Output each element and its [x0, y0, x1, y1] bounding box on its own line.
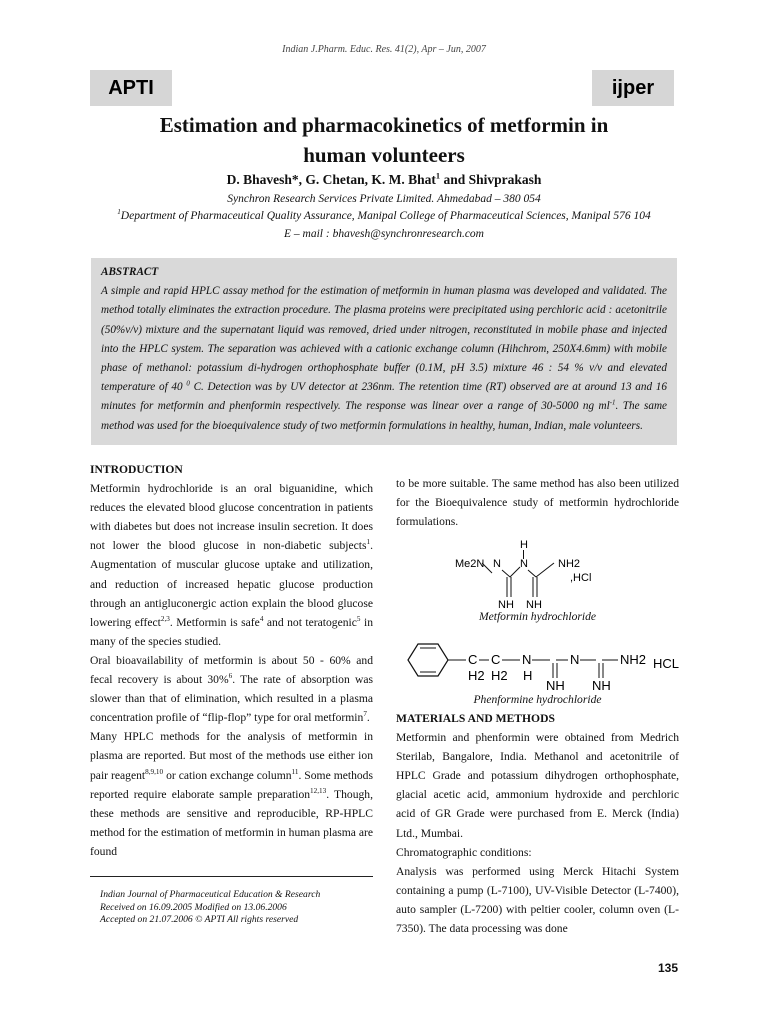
author-affiliation-mark: 1 — [435, 171, 441, 181]
introduction-column — [90, 460, 373, 861]
metformin-nh2-label: NH2 — [558, 558, 581, 570]
phenformin-nh-b-label: NH — [592, 678, 611, 692]
intro-p2-b: . The rate of absorption was slower than that of elimination, which resulted in a plasma concentration profile of “flip-flop” type for oral metformin — [90, 673, 374, 725]
title-line-1: Estimation and pharmacokinetics of metformin in — [159, 113, 609, 137]
ijper-badge: ijper — [592, 70, 674, 106]
phenformin-h-label: H — [523, 668, 533, 683]
footnote-journal: Indian Journal of Pharmaceutical Education & Research — [100, 889, 321, 900]
phenformin-nh2-label: NH2 — [620, 652, 647, 667]
metformin-nh-right-label: NH — [526, 599, 542, 611]
phenformin-h2b-label: H2 — [491, 668, 508, 683]
citation: 7 — [363, 710, 367, 719]
citation: 11 — [291, 767, 299, 776]
intro-p1-e: in many of the species studied. — [90, 615, 373, 648]
introduction-continued — [396, 474, 679, 531]
metformin-n1-label: N — [493, 558, 501, 570]
footnote-received: Received on 16.09.2005 Modified on 13.06.2006 — [100, 901, 287, 913]
phenformin-nh-a-label: NH — [546, 678, 565, 692]
affiliation-2-mark: 1 — [117, 208, 121, 217]
affiliation-1: Synchron Research Services Private Limited. Ahmedabad – 380 054 — [227, 193, 541, 205]
phenformin-h2a-label: H2 — [468, 668, 485, 683]
intro-p3-a: Many HPLC methods for the analysis of metformin in plasma are reported. But most of the methods use either ion pair reagent — [90, 730, 373, 782]
author-list — [90, 172, 678, 188]
phenformin-n2-label: N — [570, 652, 580, 667]
affiliation-2-text: Department of Pharmaceutical Quality Assurance, Manipal College of Pharmaceutical Sciences, Manipal 576 104 — [120, 210, 651, 222]
abstract-box — [91, 258, 677, 445]
phenformin-c2-label: C — [491, 652, 501, 667]
metformin-n2-label: N — [520, 558, 528, 570]
footnote-accepted: Accepted on 21.07.2006 © APTI All rights reserved — [100, 914, 299, 926]
citation: 6 — [228, 672, 233, 681]
abstract-text-c: . The same method was used for the bioequivalence study of two metformin formulations in healthy, human, Indian, male volunteers. — [101, 400, 667, 432]
intro-p2-c: . — [366, 711, 370, 725]
metformin-structure — [450, 535, 630, 615]
phenformin-c1-label: C — [468, 652, 478, 667]
materials-paragraph-1: Metformin and phenformin were obtained from Medrich Sterilab, Bangalore, India. Methanol and acetonitrile of HPLC Grade and potassium dihydrogen orthophosphate, glacial acetic acid, ammonium hydroxide and perchloric acid of GR Grade were purchased from E. Merck (India) Ltd., Mumbai. — [396, 731, 679, 840]
introduction-heading: INTRODUCTION — [90, 463, 183, 476]
intro-paragraph-3 — [90, 727, 373, 861]
authors-tail: and Shivprakash — [440, 172, 542, 187]
authors-main: D. Bhavesh*, G. Chetan, K. M. Bhat — [226, 172, 436, 187]
paper-title — [90, 110, 678, 170]
title-line-2: human volunteers — [303, 143, 465, 167]
citation: 1 — [366, 538, 371, 547]
intro-p3-b: or cation exchange column — [163, 768, 292, 782]
phenformin-structure — [396, 630, 696, 692]
intro-p1-d: and not teratogenic — [263, 615, 357, 629]
metformin-caption: Metformin hydrochloride — [478, 610, 597, 623]
abstract-heading: ABSTRACT — [101, 266, 159, 278]
intro-p3-c: . Some methods reported require elaborate sample preparation — [90, 768, 373, 801]
metformin-me2n-label: Me2N — [455, 558, 485, 570]
abstract-degree-mark: 0 — [186, 379, 190, 388]
citation: 4 — [259, 614, 264, 623]
page-number: 135 — [657, 961, 678, 975]
abstract-unit-exponent: -1 — [609, 398, 616, 407]
materials-paragraph-2: Chromatographic conditions: — [396, 845, 532, 859]
citation: 5 — [356, 614, 361, 623]
citation: 2,3 — [160, 614, 170, 623]
citation: 8,9,10 — [145, 767, 164, 776]
intro-p1-c: . Metformin is safe — [169, 615, 260, 629]
journal-reference: Indian J.Pharm. Educ. Res. 41(2), Apr – Jun, 2007 — [282, 44, 486, 55]
intro-p1-b: . Augmentation of muscular glucose uptake and utilization, and reduction of increased hepatic glucose production through an antigluconergic action explain the blood glucose lowering effect — [90, 539, 373, 629]
intro-paragraph-2 — [90, 651, 373, 727]
apti-badge: APTI — [90, 70, 172, 106]
intro-p1-a: Metformin hydrochloride is an oral biguanidine, which reduces the elevated blood glucose concentration in patients with diabetes but does not increase insulin secretion. It does not lower the blood glucose in non-diabetic subjects — [90, 482, 373, 553]
contact-email: E – mail : bhavesh@synchronresearch.com — [284, 228, 484, 240]
materials-methods-column — [396, 709, 679, 938]
metformin-h-label: H — [520, 539, 528, 551]
intro-paragraph-1 — [90, 479, 373, 651]
citation: 12,13 — [310, 786, 327, 795]
phenformin-caption: Phenformine hydrochloride — [473, 693, 602, 706]
affiliation-2 — [60, 210, 708, 222]
phenformin-n1-label: N — [522, 652, 532, 667]
metformin-nh-left-label: NH — [498, 599, 514, 611]
publication-footnote — [100, 889, 373, 927]
footnote-divider — [90, 876, 373, 877]
intro-p2-a: Oral bioavailability of metformin is about 50 - 60% and fecal recovery is about 30% — [90, 653, 373, 687]
abstract-text-a: A simple and rapid HPLC assay method for the estimation of metformin in human plasma was developed and validated. The method totally eliminates the extraction procedure. The plasma proteins were precipitated using perchloric acid : acetonitrile (50%v/v) mixture and the supernatant liquid was removed, dried under nitrogen, reconstituted in mobile phase and injected into the HPLC system. The separation was achieved with a cationic exchange column (Hihchrom, 250X4.6mm) with mobile phase of methanol: potassium di-hydrogen orthophosphate buffer (0.1M, pH 3.5) mixture 46 : 54 % v/v and elevated temperature of 40 — [101, 285, 667, 394]
materials-paragraph-3: Analysis was performed using Merck Hitachi System containing a pump (L-7100), UV-Visible Detector (L-7400), auto sampler (L-7200) with peltier cooler, column oven (L-7350). The data processing was done — [396, 864, 679, 936]
abstract-text-b: C. Detection was by UV detector at 236nm. The retention time (RT) observed are at around 13 and 16 minutes for metformin and phenformin respectively. The response was linear over a range of 30-5000 ng ml — [101, 381, 667, 413]
intro-continued-text: to be more suitable. The same method has also been utilized for the Bioequivalence study of metformin hydrochloride formulations. — [396, 477, 679, 529]
phenformin-hcl-label: HCL — [653, 656, 680, 671]
materials-heading: MATERIALS AND METHODS — [396, 712, 555, 725]
intro-p3-d: . Though, these methods are sensitive and reproducible, RP-HPLC method for the estimation of metformin in human plasma are found — [90, 787, 374, 858]
metformin-hcl-label: ,HCl — [570, 572, 592, 584]
